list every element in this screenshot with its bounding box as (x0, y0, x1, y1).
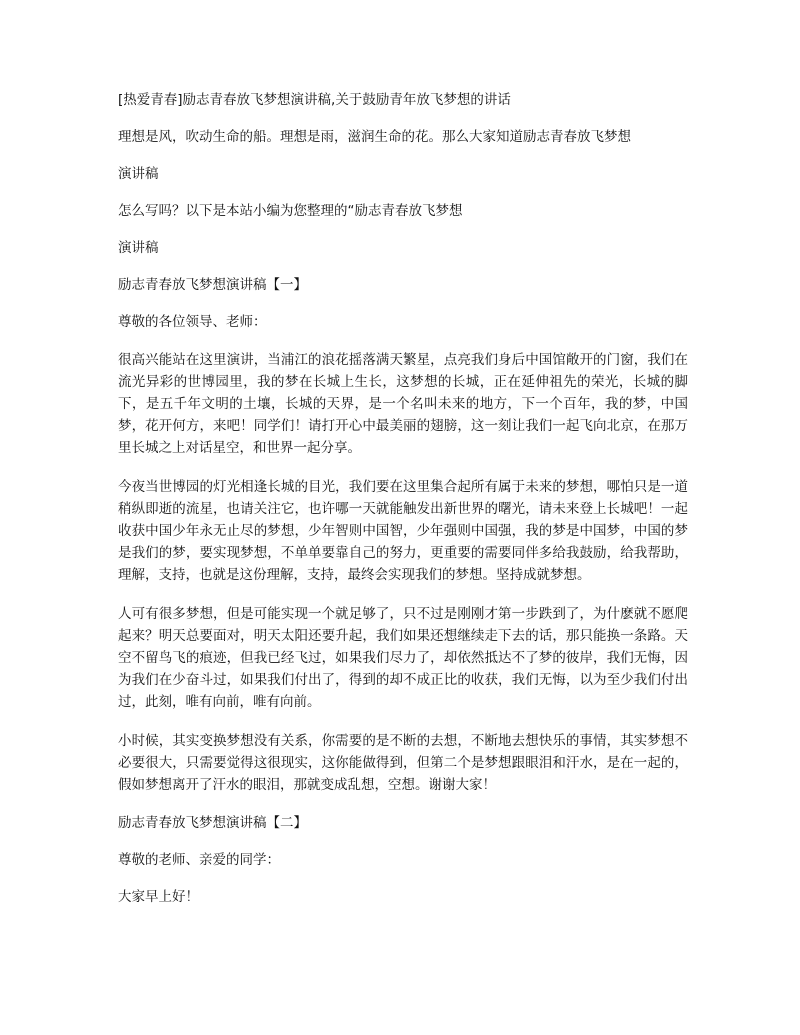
speech-paragraph: 人可有很多梦想，但是可能实现一个就足够了，只不过是刚刚才第一步跌到了，为什麽就不愿爬起来？明天总要面对，明天太阳还要升起，我们如果还想继续走下去的话，那只能换一条路。天空不留鸟飞的痕迹，但我已经飞过，如果我们尽力了，却依然抵达不了梦的彼岸，我们无悔，因为我们在少奋斗过，如果我们付出了，得到的却不成正比的收获，我们无悔，以为至少我们付出过，此刻，唯有向前，唯有向前。 (118, 606, 688, 710)
document-title: [热爱青春]励志青春放飞梦想演讲稿,关于鼓励青年放飞梦想的讲话 (118, 92, 511, 108)
document-body (118, 90, 688, 924)
speech-opening: 大家早上好！ (118, 889, 199, 905)
section-heading: 励志青春放飞梦想演讲稿【一】 (118, 277, 307, 293)
speech-paragraph: 很高兴能站在这里演讲，当浦江的浪花摇落满天繁星，点亮我们身后中国馆敞开的门窗，我们在流光异彩的世博园里，我的梦在长城上生长，这梦想的长城，正在延伸祖先的荣光，长城的脚下，是五千年文明的土壤，长城的天界，是一个名叫未来的地方，下一个百年，我的梦，中国梦，花开何方，来吧！同学们！请打开心中最美丽的翅膀，这一刻让我们一起飞向北京，在那万里长城之上对话星空，和世界一起分享。 (118, 352, 688, 456)
intro-line: 演讲稿 (118, 240, 159, 256)
intro-line: 怎么写吗？以下是本站小编为您整理的“励志青春放飞梦想 (118, 203, 463, 219)
speech-paragraph: 今夜当世博园的灯光相逢长城的目光，我们要在这里集合起所有属于未来的梦想，哪怕只是一道稍纵即逝的流星，也请关注它，也许哪一天就能触发出新世界的曙光，请未来登上长城吧！一起收获中国少年永无止尽的梦想，少年智则中国智，少年强则中国强，我的梦是中国梦，中国的梦是我们的梦，要实现梦想，不单单要靠自己的努力，更重要的需要同伴多给我鼓励，给我帮助，理解，支持，也就是这份理解，支持，最终会实现我们的梦想。坚持成就梦想。 (118, 479, 688, 583)
section-heading: 励志青春放飞梦想演讲稿【二】 (118, 815, 307, 831)
speech-greeting: 尊敬的各位领导、老师： (118, 314, 267, 330)
speech-greeting: 尊敬的老师、亲爱的同学： (118, 852, 280, 868)
intro-line: 理想是风，吹动生命的船。理想是雨，滋润生命的花。那么大家知道励志青春放飞梦想 (118, 129, 631, 145)
intro-line: 演讲稿 (118, 166, 159, 182)
speech-paragraph: 小时候，其实变换梦想没有关系，你需要的是不断的去想，不断地去想快乐的事情，其实梦想不必要很大，只需要觉得这很现实，这你能做得到，但第二个是梦想跟眼泪和汗水，是在一起的，假如梦想离开了汗水的眼泪，那就变成乱想，空想。谢谢大家！ (118, 733, 688, 793)
